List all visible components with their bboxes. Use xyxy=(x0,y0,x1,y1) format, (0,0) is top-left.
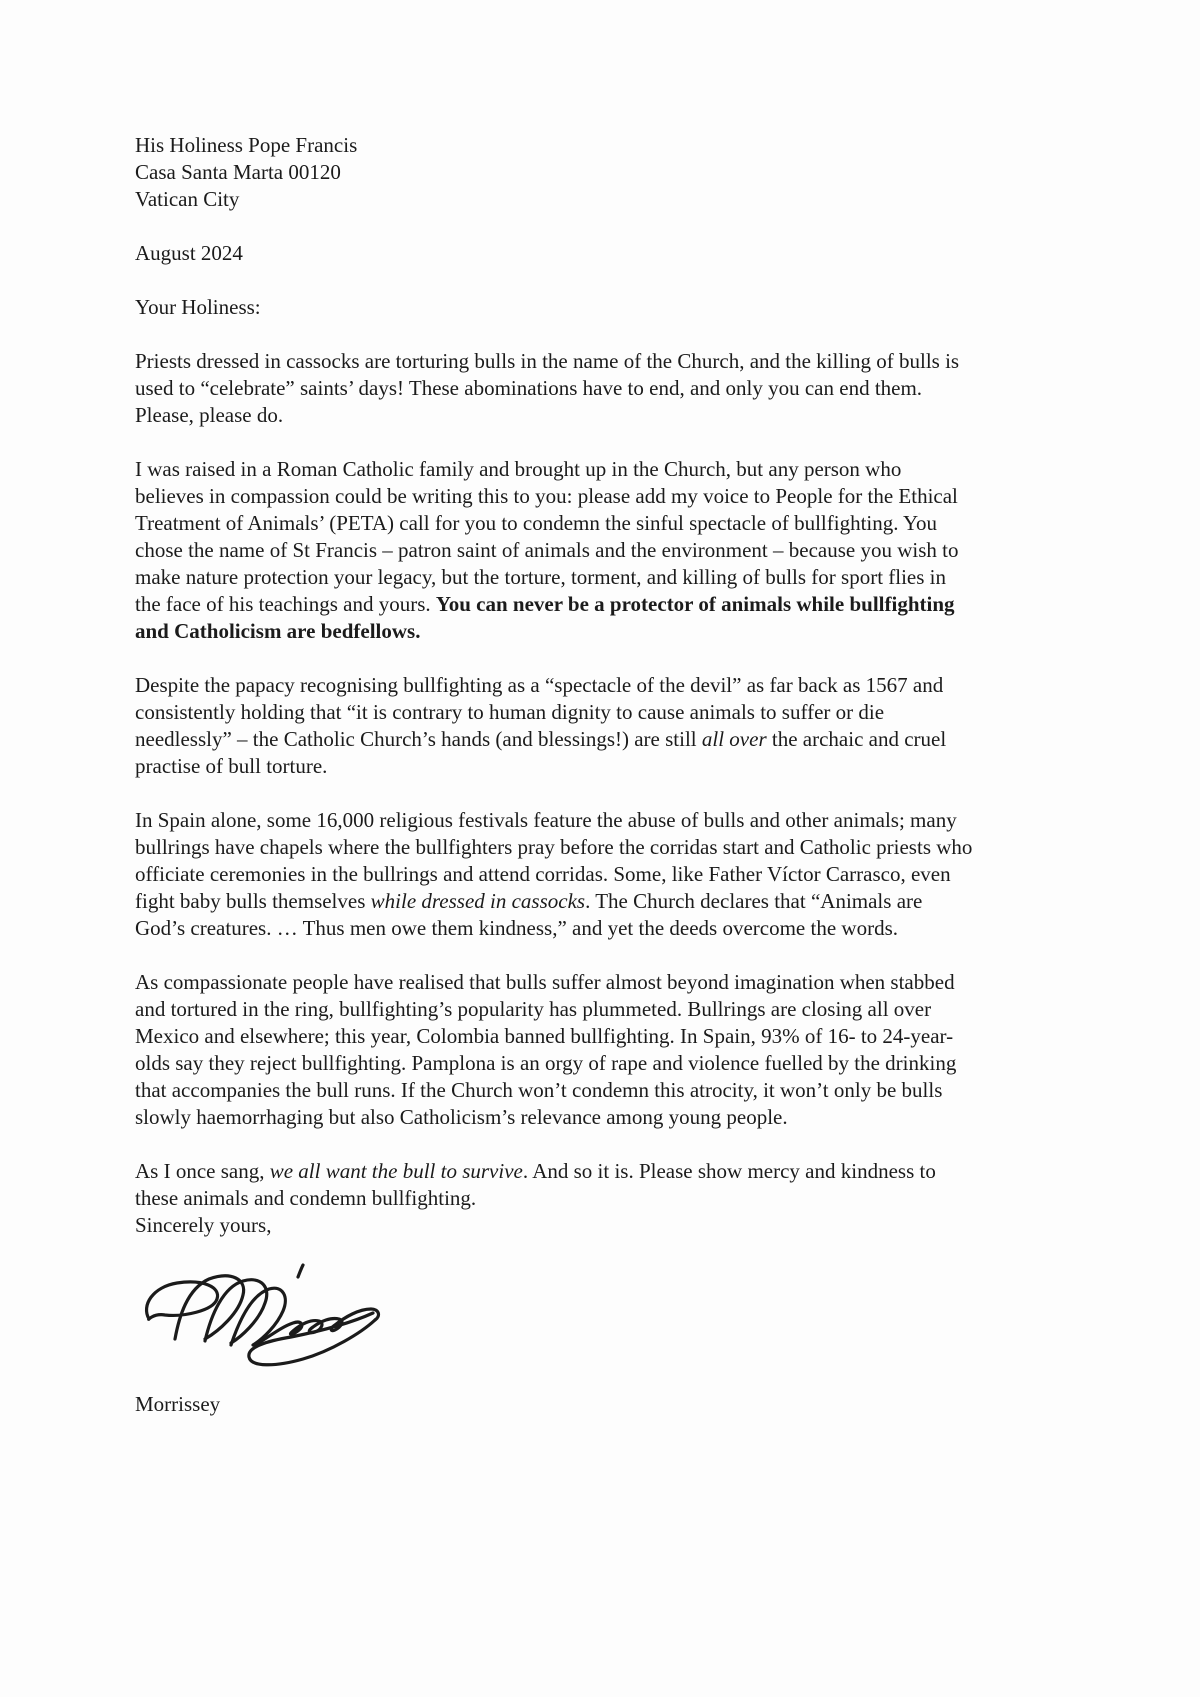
recipient-line: His Holiness Pope Francis xyxy=(135,133,358,157)
text-run-normal: Priests dressed in cassocks are torturing bulls in the name of the Church, and the killing of bulls is used to “celebrate” saints’ days! These abominations have to end, and only you can end them. Please, please do. xyxy=(135,349,960,427)
signer-name: Morrissey xyxy=(135,1392,221,1416)
text-run-normal: . And so it is. Please show mercy and kindness to these animals and condemn bullfighting. xyxy=(135,1159,936,1210)
spacer xyxy=(135,213,973,240)
letter-paragraph xyxy=(135,672,973,780)
recipient-line: Vatican City xyxy=(135,187,240,211)
letter-paragraph xyxy=(135,807,973,942)
signature-scribble xyxy=(135,1259,435,1377)
letter-body xyxy=(135,348,973,1212)
text-run-normal: I was raised in a Roman Catholic family and brought up in the Church, but any person who believes in compassion could be writing this to you: please add my voice to People for the Ethical Treatment of Animals’ (PETA) call for you to condemn the sinful spectacle of bullfighting. You chose the name of St Francis – patron saint of animals and the environment – because you wish to make nature protection your legacy, but the torture, torment, and killing of bulls for sport flies in the face of his teachings and yours. xyxy=(135,457,959,616)
letter-paragraph xyxy=(135,456,973,645)
recipient-line: Casa Santa Marta 00120 xyxy=(135,160,341,184)
closing-line: Sincerely yours, xyxy=(135,1213,272,1237)
letter-paragraph xyxy=(135,348,973,429)
text-run-bold: You can never be a protector of animals while bullfighting and Catholicism are bedfellows. xyxy=(135,592,955,643)
letter-date: August 2024 xyxy=(135,241,243,265)
text-run-italic: we all want the bull to survive xyxy=(269,1159,523,1183)
text-run-italic: all over xyxy=(701,727,767,751)
text-run-italic: while dressed in cassocks xyxy=(370,889,586,913)
text-run-normal: . The Church declares that “Animals are God’s creatures. … Thus men owe them kindness,” and yet the deeds overcome the words. xyxy=(135,889,923,940)
recipient-address xyxy=(135,132,973,213)
text-run-normal: As compassionate people have realised that bulls suffer almost beyond imagination when stabbed and tortured in the ring, bullfighting’s popularity has plummeted. Bullrings are closing all over Mexico and elsewhere; this year, Colombia banned bullfighting. In Spain, 93% of 16- to 24-year-olds say they reject bullfighting. Pamplona is an orgy of rape and violence fuelled by the drinking that accompanies the bull runs. If the Church won’t condemn this atrocity, it won’t only be bulls slowly haemorrhaging but also Catholicism’s relevance among young people. xyxy=(135,970,957,1129)
salutation: Your Holiness: xyxy=(135,295,261,319)
text-run-normal: the archaic and cruel practise of bull torture. xyxy=(135,727,947,778)
letter-paragraph xyxy=(135,1158,973,1212)
spacer xyxy=(135,321,973,348)
letter-paragraph xyxy=(135,969,973,1131)
text-run-normal: In Spain alone, some 16,000 religious festivals feature the abuse of bulls and other animals; many bullrings have chapels where the bullfighters pray before the corridas start and Catholic priests who officiate ceremonies in the bullrings and attend corridas. Some, like Father Víctor Carrasco, even fight baby bulls themselves xyxy=(135,808,973,913)
spacer xyxy=(135,267,973,294)
text-run-normal: As I once sang, xyxy=(135,1159,270,1183)
letter-content xyxy=(135,132,973,1418)
text-run-normal: Despite the papacy recognising bullfighting as a “spectacle of the devil” as far back as 1567 and consistently holding that “it is contrary to human dignity to cause animals to suffer or die needlessly” – the Catholic Church’s hands (and blessings!) are still xyxy=(135,673,944,751)
